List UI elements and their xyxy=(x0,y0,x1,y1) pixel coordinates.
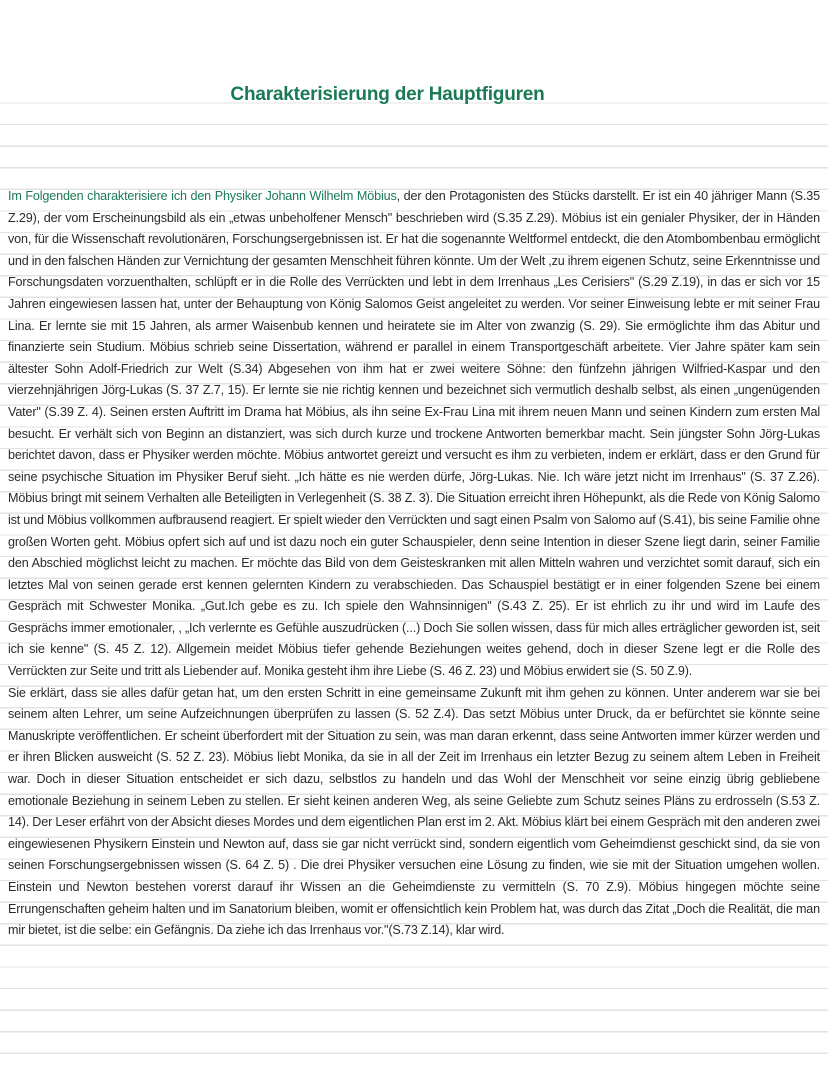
paragraph-1-text: , der den Protagonisten des Stücks darstellt. Er ist ein 40 jähriger Mann (S.35 Z.29), der vom Erscheinungsbild als ein „etwas unbeholfener Mensch" beschrieben wird (S.35 Z.29). Möbius ist ein genialer Physiker, der in Händen von, für die Wissenschaft revolutionären, Forschungsergebnissen ist. Er hat die sogenannte Weltformel entdeckt, die den Atombombenbau ermöglicht und in den falschen Händen zur Vernichtung der gesamten Menschheit führen könnte. Um der Welt ,zu ihrem eigenen Schutz, seine Erkenntnisse und Forschungsdaten vorzuenthalten, schlüpft er in die Rolle des Verrückten und lebt in dem Irrenhaus „Les Cerisiers" (S.29 Z.19), in das er sich vor 15 Jahren eingewiesen lassen hat, unter der Behauptung von König Salomos Geist angeleitet zu werden. Vor seiner Einweisung lebte er mit seiner Frau Lina. Er lernte sie mit 15 Jahren, als armer Waisenbub kennen und heiratete sie im Alter von zwanzig (S. 29). Sie ermöglichte ihm das Abitur und finanzierte sein Studium. Möbius schrieb seine Dissertation, während er parallel in einem Transportgeschäft arbeitete. Vier Jahre später kam sein ältester Sohn Adolf-Friedrich zur Welt (S.34) Abgesehen von ihm hat er zwei weitere Söhne: den fünfzehn jährigen Wilfried-Kaspar und den vierzehnjährigen Jörg-Lukas (S. 37 Z.7, 15). Er lernte sie nie richtig kennen und bezeichnet sich vermutlich deshalb selbst, als einen „ungenügenden Vater" (S.39 Z. 4). Seinen ersten Auftritt im Drama hat Möbius, als ihn seine Ex-Frau Lina mit ihrem neuen Mann und seinen Kindern zum ersten Mal besucht. Er verhält sich von Beginn an distanziert, was sich durch kurze und trockene Antworten bemerkbar macht. Sein jüngster Sohn Jörg-Lukas berichtet davon, dass er Physiker werden möchte. Möbius antwortet gereizt und versucht es ihm zu verbieten, indem er erklärt, dass er den Grund für seine psychische Situation im Physiker Beruf sieht. „Ich hätte es nie werden dürfe, Jörg-Lukas. Nie. Ich wäre jetzt nicht im Irrenhaus" (S. 37 Z.26). Möbius bringt mit seinem Verhalten alle Beteiligten in Verlegenheit (S. 38 Z. 3). Die Situation erreicht ihren Höhepunkt, als die Rede von König Salomo ist und Möbius vollkommen aufbrausend reagiert. Er spielt wieder den Verrückten und sagt einen Psalm von Salomo auf (S.41), bis seine Familie ohne großen Worten geht. Möbius opfert sich auf und ist dazu noch ein guter Schauspieler, denn seine Intention in dieser Szene liegt darin, seiner Familie den Abschied möglichst leicht zu machen. Er möchte das Bild von dem Geisteskranken mit allen Mitteln wahren und verzichtet somit darauf, sich ein letztes Mal von seinen gerade erst kennen gelernten Kindern zu verabschieden. Das Schauspiel bestätigt er in einer folgenden Szene bei einem Gespräch mit Schwester Monika. „Gut.Ich gebe es zu. Ich spiele den Wahnsinnigen" (S.43 Z. 25). Er ist ehrlich zu ihr und wird im Laufe des Gesprächs immer emotionaler, , „Ich verlernte es Gefühle auszudrücken (...) Doch Sie sollen wissen, dass für mich alles erträglicher geworden ist, seit ich sie kenne" (S. 45 Z. 12). Allgemein meidet Möbius tiefer gehende Beziehungen weites gehend, doch in dieser Szene legt er die Rolle des Verrückten zur Seite und tritt als Liebender auf. Monika gesteht ihm ihre Liebe (S. 46 Z. 23) und Möbius erwidert sie (S. 50 Z.9). xyxy=(8,189,820,679)
body-text xyxy=(8,186,820,942)
highlighted-intro: Im Folgenden charakterisiere ich den Physiker Johann Wilhelm Möbius xyxy=(8,189,397,203)
page-title: Charakterisierung der Hauptfiguren xyxy=(230,84,545,105)
paragraph-2: Sie erklärt, dass sie alles dafür getan hat, um den ersten Schritt in eine gemeinsame Zukunft mit ihm gehen zu können. Unter anderem war sie bei seinem alten Lehrer, um seine Aufzeichnungen überprüfen zu lassen (S. 52 Z.4). Das setzt Möbius unter Druck, da er befürchtet sie könnte seine Manuskripte veröffentlichen. Er scheint überfordert mit der Situation zu sein, was man daran erkennt, dass seine Antworten immer kürzer werden und er ihren Blicken ausweicht (S. 52 Z. 23). Möbius liebt Monika, da sie in all der Zeit im Irrenhaus ein letzter Bezug zu seinem altem Leben in Freiheit war. Doch in dieser Situation entscheidet er sich dazu, selbstlos zu handeln und das Wohl der Menschheit vor seine einzig übrig gebliebene emotionale Beziehung in seinem Leben zu stellen. Er sieht keinen anderen Weg, als seine Geliebte zum Schutz seines Pläns zu erdrosseln (S.53 Z. 14). Der Leser erfährt von der Absicht dieses Mordes und dem eigentlichen Plan erst im 2. Akt. Möbius klärt bei einem Gespräch mit den anderen zwei eingewiesenen Physikern Einstein und Newton auf, dass sie gar nicht verrückt sind, sondern eigentlich vom Geheimdienst geschickt sind, da sie von seinen Forschungsergebnissen wissen (S. 64 Z. 5) . Die drei Physiker versuchen eine Lösung zu finden, wie sie mit der Situation umgehen wollen. Einstein und Newton bestehen vorerst darauf ihr Wissen an die Geheimdienste zu vermitteln (S. 70 Z.9). Möbius hingegen möchte seine Errungenschaften geheim halten und im Sanatorium bleiben, womit er offensichtlich kein Problem hat, was durch das Zitat „Doch die Realität, die man mir bietet, ist die selbe: ein Gefängnis. Da ziehe ich das Irrenhaus vor."(S.73 Z.14), klar wird. xyxy=(8,685,820,938)
page-top-margin xyxy=(0,0,828,82)
paragraph-1 xyxy=(8,186,820,683)
